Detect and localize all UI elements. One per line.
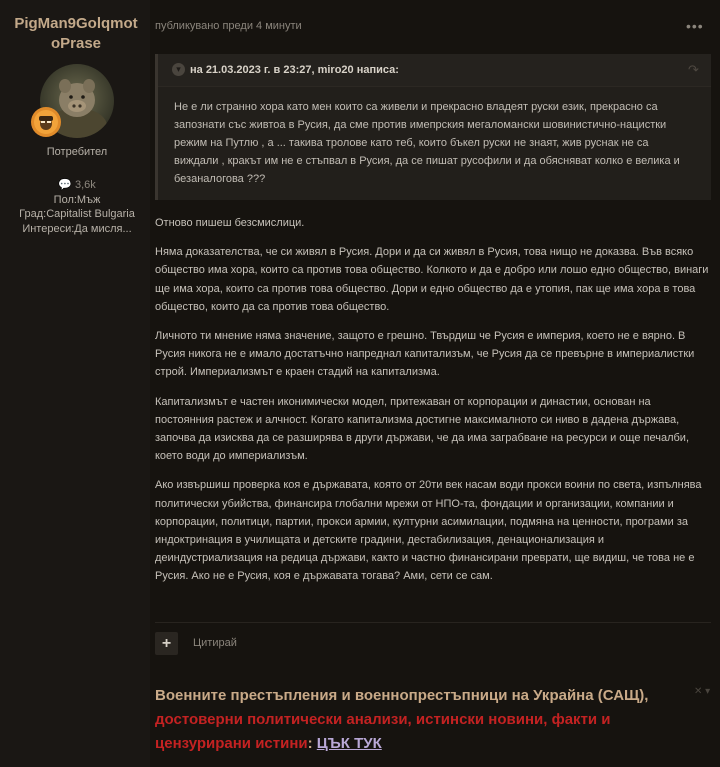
post-content <box>155 214 711 597</box>
author-name-line2[interactable]: oPrase <box>50 35 102 52</box>
ellipsis-icon[interactable]: ••• <box>686 18 704 34</box>
post-paragraph: Личното ти мнение няма значение, защото е грешно. Твърдиш че Русия е империя, което не е вярно. В Русия никога не е имало достатъчно напреднал капитализъм, че Русия да се превърне в империалистки строй. Империализмът е краен стадий на капитализма. <box>155 330 695 379</box>
author-name[interactable] <box>6 14 146 54</box>
author-interests: Интереси:Да мисля... <box>22 222 132 235</box>
post-paragraph: Капитализмът е частен иконимически модел, притежаван от корпорации и династии, основан на постоянния растеж и алчност. Когато капитализма достигне максималното си ниво в дадена държава, започва да изисква да се разширява в други държави, че да има заграбване на ресурси и още печалби, което води до империализъм. <box>155 395 690 463</box>
quote-button[interactable]: Цитирай <box>193 637 237 649</box>
author-name-line1[interactable]: PigMan9Golqmot <box>14 15 138 32</box>
author-group: Потребител <box>46 146 108 158</box>
comment-icon: 💬 <box>58 179 72 191</box>
posts-count-value: 3,6k <box>74 179 96 191</box>
author-meta <box>0 178 154 236</box>
signature-link[interactable]: ЦЪК ТУК <box>316 735 382 752</box>
chevron-down-icon[interactable]: ▾ <box>172 63 185 76</box>
post-paragraph: Отново пишеш безсмислици. <box>155 217 305 229</box>
share-icon[interactable]: ↷ <box>688 62 699 77</box>
signature-text-primary: Военните престъпления и военнопрестъпници на Украйна (САЩ), <box>155 687 649 704</box>
rank-badge-icon <box>30 106 62 138</box>
author-gender: Пол:Мъж <box>53 193 101 206</box>
post-paragraph: Няма доказателства, че си живял в Русия. Дори и да си живял в Русия, това нищо не доказва. Във всяко общество има хора, които са против това общество. Колкото и да е добро или лошо едно общество, винаги ще има хора, които са против това общество. Дори и едно общество да е утопия, пак ще има хора в това общество, които да са против това общество. <box>155 246 709 313</box>
quote-citation[interactable]: на 21.03.2023 г. в 23:27, miro20 написа: <box>190 64 399 76</box>
post-paragraph: Ако извършиш проверка коя е държавата, която от 20ти век насам води прокси воини по света, изпълнява политически убийства, финансира глобални мрежи от НПО-та, фондации и организации, компании и корпорации, политици, партии, прокси армии, културни асимилации, подмяна на ценности, програми за индоктринация в училищата и детските градини, дестабилизация, денационализация и деиндустриализация на редица държави, както и частно финансирани преврати, ще видиш, че това не е Русия. Ако не е Русия, коя е държавата тогава? Ами, сети се сам. <box>155 479 702 583</box>
signature <box>155 684 695 756</box>
post-timestamp[interactable]: публикувано преди 4 минути <box>155 20 302 32</box>
quote-text: Не е ли странно хора като мен които са живели и прекрасно владеят руски език, прекрасно са запознати със живтоа в Русия, да сме против имепрския мегаломански шовинистично-нацистки режим на Путлю , а ... такива тролове като теб, които бъкел руски не знаят, жив руснак не са виждали , кракът им не е стъпвал в Русия, да се пишат русофили и да обясняват колко е велика и безаналогова ??? <box>174 101 680 185</box>
plus-button[interactable]: + <box>155 632 178 655</box>
quote-block <box>155 54 711 200</box>
signature-colon: : <box>307 735 313 752</box>
quote-header[interactable] <box>158 54 711 87</box>
close-icon[interactable]: ✕ ▾ <box>694 686 711 697</box>
posts-count <box>0 178 154 193</box>
author-city: Град:Capitalist Bulgaria <box>19 208 135 220</box>
author-panel <box>0 0 150 767</box>
divider <box>155 622 711 623</box>
signature-text-accent: достоверни политически анализи, истински новини, факти и цензурирани истини <box>155 711 611 752</box>
